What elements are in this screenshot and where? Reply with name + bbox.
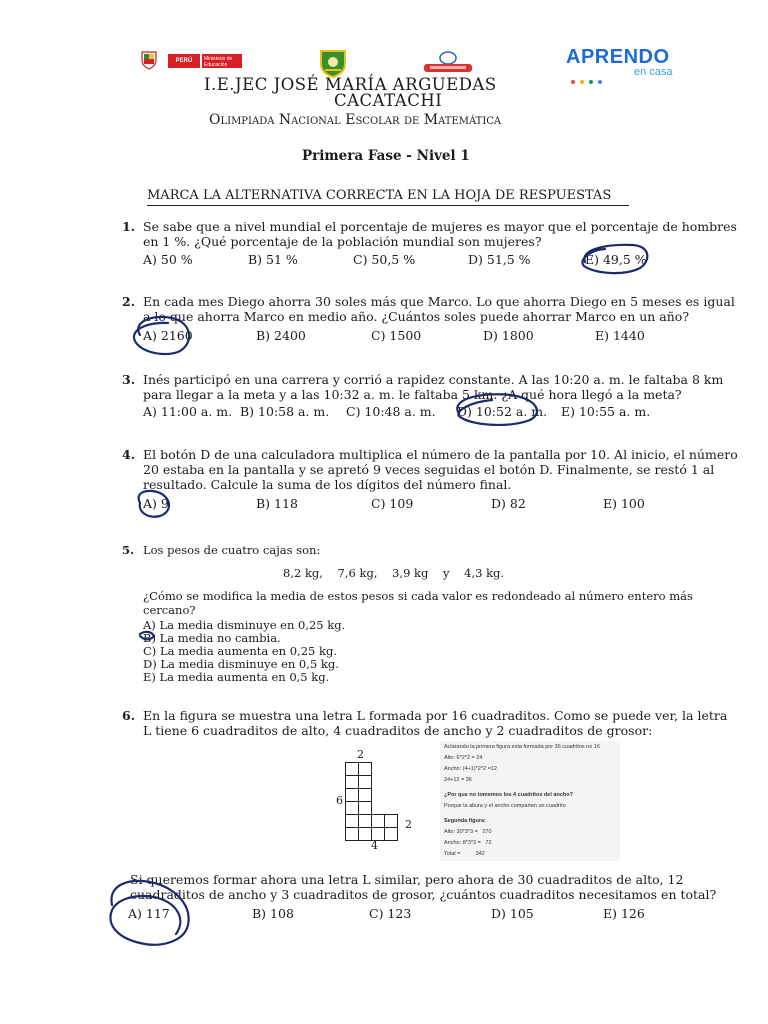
q1-option-c[interactable]: C) 50,5 % (353, 252, 416, 267)
q2-text-line1: En cada mes Diego ahorra 30 soles más que Marco. Lo que ahorra Diego en 5 meses es igual (143, 294, 735, 309)
q4-text-line3: resultado. Calcule la suma de los dígitos del número final. (143, 477, 512, 492)
q2-option-e[interactable]: E) 1440 (595, 328, 645, 343)
note-line-7: Segunda figura: (444, 818, 486, 824)
figure-label-top: 2 (357, 748, 364, 761)
q2-option-b[interactable]: B) 2400 (256, 328, 306, 343)
q2-option-d[interactable]: D) 1800 (483, 328, 534, 343)
q5-text-line1: ¿Cómo se modifica la media de estos pesos si cada valor es redondeado al número entero más (143, 589, 693, 603)
figure-label-bottom: 4 (371, 839, 378, 852)
q1-text-line2: en 1 %. ¿Qué porcentaje de la población mundial son mujeres? (143, 234, 542, 249)
dots-icon (570, 70, 628, 76)
q4-option-e[interactable]: E) 100 (603, 496, 645, 511)
q3-option-d[interactable]: D) 10:52 a. m. (457, 404, 548, 419)
q6-option-e[interactable]: E) 126 (603, 906, 645, 921)
olympiad-title: Olimpiada Nacional Escolar de Matemática (209, 112, 502, 128)
q5-text-line2: cercano? (143, 603, 196, 617)
note-line-8: Alto: 30*3*3 = 270 (444, 829, 492, 835)
note-line-3: Ancho: (4+1)*2*2 =12 (444, 766, 497, 772)
q6-number: 6. (122, 708, 136, 723)
q4-option-a[interactable]: A) 9 (143, 496, 169, 511)
note-line-2: Alto: 6*2*2 = 24 (444, 755, 483, 761)
solution-note (440, 741, 620, 861)
q4-option-d[interactable]: D) 82 (491, 496, 526, 511)
q3-number: 3. (122, 372, 136, 387)
q4-text-line2: 20 estaba en la pantalla y se apretó 9 veces seguidas el botón D. Finalmente, se restó 1 al (143, 462, 715, 477)
q6-option-c[interactable]: C) 123 (369, 906, 412, 921)
q6-text-line2: L tiene 6 cuadraditos de alto, 4 cuadraditos de ancho y 2 cuadraditos de grosor: (143, 723, 653, 738)
note-line-1: Aclarando la primera figura esta formada por 36 cuadritos no 16 (444, 744, 600, 750)
q2-option-a[interactable]: A) 2160 (143, 328, 193, 343)
school-name-line1: I.E.JEC JOSÉ MARÍA ARGUEDAS (204, 75, 497, 94)
q1-option-a[interactable]: A) 50 % (143, 252, 193, 267)
q5-intro: Los pesos de cuatro cajas son: (143, 543, 321, 557)
ministry-logo: Ministerio de Educación (202, 54, 242, 68)
aprendo-text: APRENDO (566, 46, 670, 68)
q2-option-c[interactable]: C) 1500 (371, 328, 422, 343)
q4-number: 4. (122, 447, 136, 462)
figure-label-left: 6 (336, 794, 343, 807)
phase-title: Primera Fase - Nivel 1 (302, 148, 470, 164)
q5-number: 5. (122, 543, 135, 557)
note-line-10: Total = 342 (444, 851, 485, 857)
q6-option-b[interactable]: B) 108 (252, 906, 294, 921)
q6-text-line4: cuadraditos de ancho y 3 cuadraditos de grosor, ¿cuántos cuadraditos necesitamos en total? (130, 887, 717, 902)
q2-number: 2. (122, 294, 136, 309)
q1-option-e[interactable]: E) 49,5 % (585, 252, 647, 267)
peru-logo: PERÚ (168, 54, 200, 68)
aprendo-en-casa-logo (564, 46, 694, 80)
q3-text-line1: Inés participó en una carrera y corrió a rapidez constante. A las 10:20 a. m. le faltaba 8 km (143, 372, 724, 387)
q1-text-line1: Se sabe que a nivel mundial el porcentaje de mujeres es mayor que el porcentaje de hombres (143, 219, 737, 234)
q3-option-b[interactable]: B) 10:58 a. m. (240, 404, 330, 419)
q5-option-b[interactable]: B) La media no cambia. (143, 631, 281, 645)
q5-option-e[interactable]: E) La media aumenta en 0,5 kg. (143, 670, 330, 684)
q5-option-d[interactable]: D) La media disminuye en 0,5 kg. (143, 657, 339, 671)
olympiad-logo-icon (418, 48, 478, 76)
q5-option-a[interactable]: A) La media disminuye en 0,25 kg. (143, 618, 346, 632)
q5-option-c[interactable]: C) La media aumenta en 0,25 kg. (143, 644, 337, 658)
school-crest-icon (318, 48, 348, 78)
note-line-5: ¿Por que no tomemos los 4 cuadritos del ancho? (444, 792, 573, 798)
q3-option-a[interactable]: A) 11:00 a. m. (143, 404, 233, 419)
q4-option-b[interactable]: B) 118 (256, 496, 298, 511)
q1-number: 1. (122, 219, 136, 234)
figure-label-right: 2 (405, 818, 412, 831)
note-line-9: Ancho: 8*3*3 = 72 (444, 840, 492, 846)
q5-weights: 8,2 kg, 7,6 kg, 3,9 kg y 4,3 kg. (283, 566, 505, 580)
en-casa-text: en casa (634, 66, 673, 78)
q4-option-c[interactable]: C) 109 (371, 496, 414, 511)
q2-text-line2: a lo que ahorra Marco en medio año. ¿Cuántos soles puede ahorrar Marco en un año? (143, 309, 690, 324)
school-name-line2: CACATACHI (334, 91, 443, 110)
peru-shield-icon (138, 50, 160, 70)
note-line-4: 24+12 = 36 (444, 777, 472, 783)
q1-option-d[interactable]: D) 51,5 % (468, 252, 531, 267)
q1-option-b[interactable]: B) 51 % (248, 252, 298, 267)
q3-option-e[interactable]: E) 10:55 a. m. (561, 404, 651, 419)
q6-option-d[interactable]: D) 105 (491, 906, 534, 921)
l-shape-figure (345, 762, 401, 846)
instructions-underline (147, 205, 629, 206)
q3-text-line2: para llegar a la meta y a las 10:32 a. m. le faltaba 5 km. ¿A qué hora llegó a la meta? (143, 387, 682, 402)
note-line-6: Porque la altura y el ancho comparten un cuadrito (444, 803, 566, 809)
q6-text-line3: Si queremos formar ahora una letra L similar, pero ahora de 30 cuadraditos de alto, 12 (130, 872, 684, 887)
q4-text-line1: El botón D de una calculadora multiplica el número de la pantalla por 10. Al inicio, el número (143, 447, 738, 462)
q6-text-line1: En la figura se muestra una letra L formada por 16 cuadraditos. Como se puede ver, la letra (143, 708, 728, 723)
q3-option-c[interactable]: C) 10:48 a. m. (346, 404, 436, 419)
q6-option-a[interactable]: A) 117 (128, 906, 170, 921)
instructions: MARCA LA ALTERNATIVA CORRECTA EN LA HOJA DE RESPUESTAS (147, 188, 612, 203)
